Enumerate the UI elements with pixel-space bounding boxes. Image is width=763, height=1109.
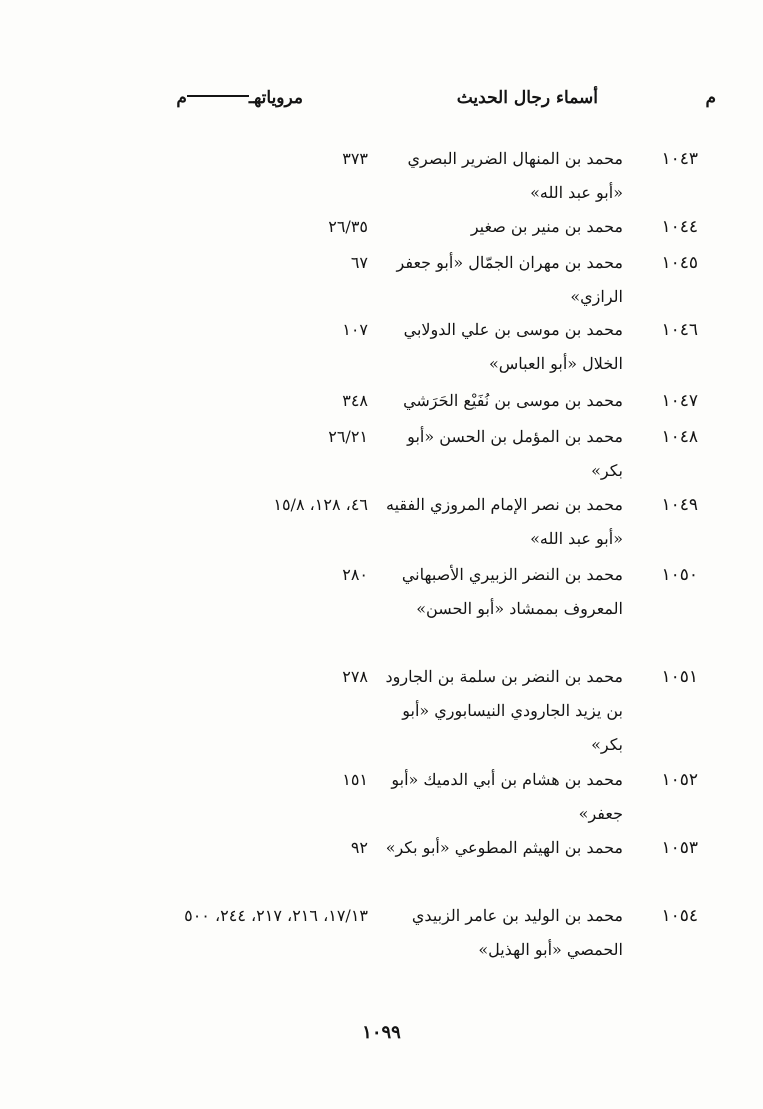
- entry-number: ١٠٤٥: [661, 253, 698, 273]
- entry-number: ١٠٥٣: [661, 838, 698, 858]
- entry-refs: ٢٨٠: [342, 565, 368, 584]
- entry-refs: ٢٦/٣٥: [328, 217, 368, 236]
- entry-refs: ١٥١: [342, 770, 368, 789]
- entry-number: ١٠٤٣: [661, 149, 698, 169]
- entry-name: محمد بن المؤمل بن الحسن «أبو بكر»: [407, 427, 623, 480]
- entry-name: محمد بن هشام بن أبي الدميك «أبو جعفر»: [391, 770, 623, 823]
- entry-refs: ٦٧: [350, 253, 368, 272]
- entry-name: محمد بن مهران الجمّال «أبو جعفر الرازي»: [396, 253, 623, 306]
- header-narrations-tail: م: [176, 88, 187, 108]
- entry-number: ١٠٥١: [661, 667, 698, 687]
- entry-name: محمد بن المنهال الضرير البصري «أبو عبد الله»: [407, 149, 623, 202]
- entry-name: محمد بن موسى بن علي الدولابي الخلال «أبو العباس»: [403, 320, 623, 373]
- header-number: م: [705, 88, 716, 108]
- entry-name: محمد بن النضر الزبيري الأصبهاني المعروف بممشاد «أبو الحسن»: [401, 565, 623, 618]
- entry-number: ١٠٤٧: [661, 391, 698, 411]
- entry-name: محمد بن منير بن صغير: [470, 217, 623, 236]
- entry-number: ١٠٤٨: [661, 427, 698, 447]
- entry-refs: ٣٧٣: [342, 149, 368, 168]
- header-narrations: [176, 88, 303, 108]
- entry-refs: ٢٦/٢١: [328, 427, 368, 446]
- entry-number: ١٠٤٤: [661, 217, 698, 237]
- entry-refs: ١٠٧: [342, 320, 368, 339]
- entry-name: محمد بن موسى بن نُفَيْع الحَرَشي: [403, 391, 623, 410]
- entry-refs: ٤٦، ١٢٨، ١٥/٨: [273, 495, 368, 514]
- entry-number: ١٠٥٤: [661, 906, 698, 926]
- page-number: ١٠٩٩: [362, 1022, 401, 1043]
- entry-number: ١٠٥٢: [661, 770, 698, 790]
- entry-name: محمد بن الوليد بن عامر الزبيدي الحمصي «أبو الهذيل»: [411, 906, 623, 959]
- header-names: أسماء رجال الحديث: [456, 88, 598, 108]
- entry-number: ١٠٥٠: [661, 565, 698, 585]
- entry-number: ١٠٤٩: [661, 495, 698, 515]
- entry-refs: ١٧/١٣، ٢١٦، ٢١٧، ٢٤٤، ٥٠٠: [184, 906, 368, 925]
- entry-refs: ٩٢: [350, 838, 368, 857]
- entry-refs: ٣٤٨: [342, 391, 368, 410]
- entry-name: محمد بن النضر بن سلمة بن الجارود بن يزيد الجارودي النيسابوري «أبو بكر»: [385, 667, 623, 754]
- entry-number: ١٠٤٦: [661, 320, 698, 340]
- entry-refs: ٢٧٨: [342, 667, 368, 686]
- entry-name: محمد بن نصر الإمام المروزي الفقيه «أبو عبد الله»: [386, 495, 623, 548]
- entry-name: محمد بن الهيثم المطوعي «أبو بكر»: [385, 838, 623, 857]
- header-narrations-rule: [187, 95, 249, 97]
- header-narrations-label: مروياتهـ: [248, 88, 303, 108]
